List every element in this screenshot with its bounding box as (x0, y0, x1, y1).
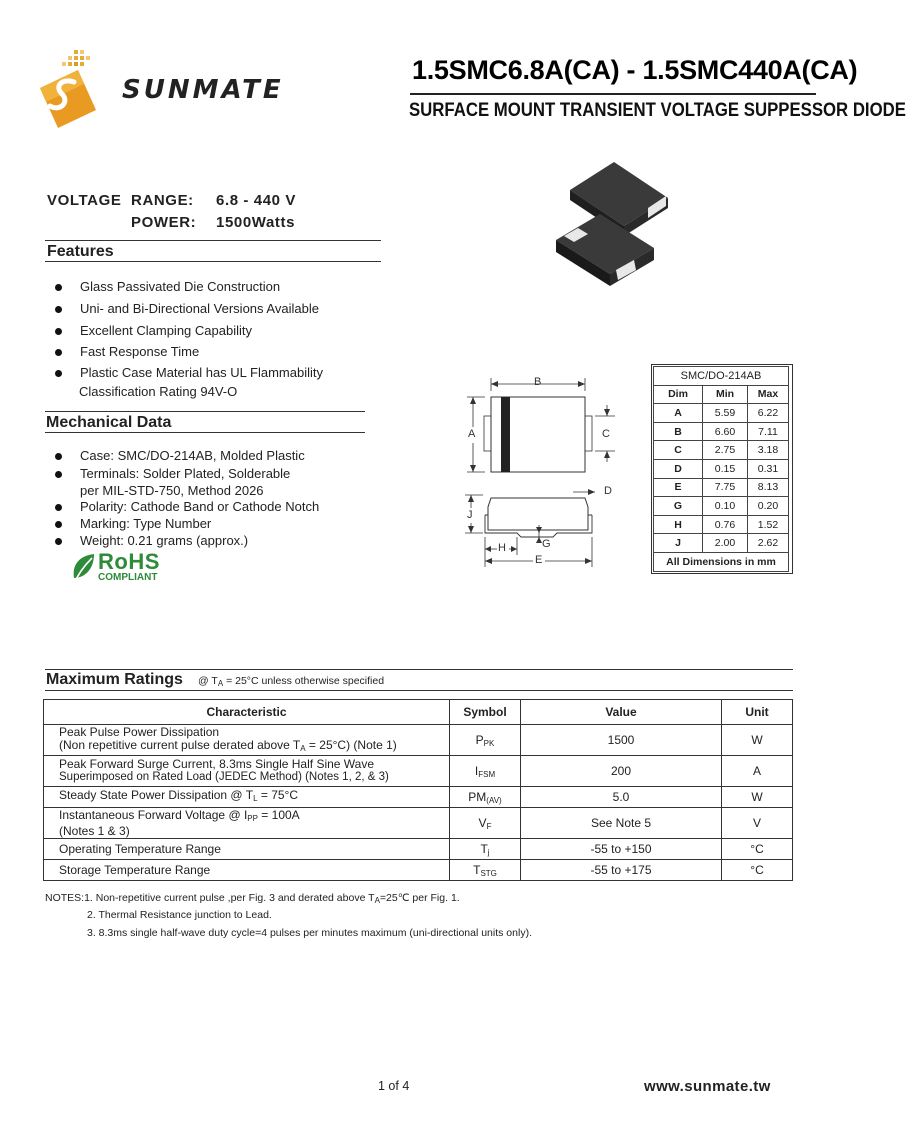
table-cell: C (654, 441, 703, 460)
table-cell (450, 808, 521, 839)
dim-header: Dim (654, 385, 703, 404)
table-cell: 0.76 (703, 515, 748, 534)
table-cell (44, 725, 450, 756)
condition-sub: A (217, 679, 224, 688)
table-row (44, 756, 793, 787)
page-title: 1.5SMC6.8A(CA) - 1.5SMC440A(CA) (412, 55, 858, 85)
list-item: Case: SMC/DO-214AB, Molded Plastic (47, 448, 387, 466)
table-cell: G (654, 497, 703, 516)
table-cell: A (654, 404, 703, 423)
features-bottom-rule (45, 261, 381, 262)
ratings-heading: Maximum Ratings (46, 671, 183, 688)
dimension-table-footer: All Dimensions in mm (654, 552, 789, 571)
characteristic-line: (Notes 1 & 3) (59, 823, 130, 838)
company-logo (34, 48, 304, 133)
table-cell: 0.15 (703, 459, 748, 478)
table-cell: W (722, 787, 793, 808)
features-top-rule (45, 240, 381, 241)
table-cell (450, 860, 521, 881)
dim-label-e: E (535, 554, 543, 566)
max-header: Max (748, 385, 789, 404)
note-sub: A (374, 896, 380, 905)
rohs-text: RoHS (98, 549, 160, 574)
min-header: Min (703, 385, 748, 404)
table-cell (450, 725, 521, 756)
symbol-text: I (474, 763, 479, 778)
features-item-continuation: Classification Rating 94V-O (79, 384, 238, 399)
characteristic-sub: A (300, 743, 306, 753)
table-cell (44, 787, 450, 808)
dim-label-a: A (468, 428, 476, 440)
characteristic-text: Steady State Power Dissipation @ T (59, 788, 254, 802)
table-cell: Storage Temperature Range (44, 860, 450, 881)
table-cell: See Note 5 (521, 808, 722, 839)
table-cell: °C (722, 860, 793, 881)
table-cell (450, 756, 521, 787)
symbol-header: Symbol (450, 700, 521, 725)
dim-label-j: J (467, 509, 473, 521)
symbol-sub: STG (480, 868, 497, 878)
ratings-bottom-rule (45, 690, 793, 691)
list-item: Excellent Clamping Capability (47, 323, 387, 344)
characteristic-text: Instantaneous Forward Voltage @ I (59, 807, 248, 822)
table-cell: 2.75 (703, 441, 748, 460)
page-subtitle: SURFACE MOUNT TRANSIENT VOLTAGE SUPPESSOR DIODE (409, 99, 906, 121)
mechanical-bottom-rule (45, 432, 365, 433)
brand-name: SUNMATE (122, 75, 284, 105)
ratings-table (43, 699, 793, 881)
symbol-text: P (475, 732, 484, 747)
note-3: 3. 8.3ms single half-wave duty cycle=4 pulses per minutes maximum (uni-directional units only). (87, 927, 532, 939)
table-cell (450, 787, 521, 808)
characteristic-text: = 25°C) (Note 1) (305, 737, 397, 752)
table-cell: B (654, 422, 703, 441)
condition-prefix: @ T (198, 675, 218, 687)
table-cell: 7.75 (703, 478, 748, 497)
mechanical-top-rule (45, 411, 365, 412)
table-cell: 5.59 (703, 404, 748, 423)
table-row (654, 404, 789, 423)
list-item: Plastic Case Material has UL Flammability (47, 365, 387, 384)
symbol-text: V (478, 815, 487, 830)
condition-suffix: = 25°C unless otherwise specified (223, 675, 385, 687)
table-cell: W (722, 725, 793, 756)
unit-header: Unit (722, 700, 793, 725)
table-row (654, 422, 789, 441)
mechanical-list-2 (47, 499, 387, 550)
note-1 (45, 892, 460, 905)
symbol-sub: j (487, 847, 490, 857)
table-cell: J (654, 534, 703, 553)
table-row (654, 478, 789, 497)
table-cell (44, 808, 450, 839)
table-cell: 8.13 (748, 478, 789, 497)
power-value: 1500Watts (216, 214, 296, 231)
table-cell: 200 (521, 756, 722, 787)
characteristic-line (59, 739, 449, 755)
table-row (44, 839, 793, 860)
list-item: Polarity: Cathode Band or Cathode Notch (47, 499, 387, 516)
table-cell (450, 839, 521, 860)
note-text: NOTES:1. Non-repetitive current pulse ,per Fig. 3 and derated above T (45, 892, 375, 904)
table-cell: 0.10 (703, 497, 748, 516)
dim-label-b: B (534, 376, 542, 388)
table-row (654, 534, 789, 553)
table-row (44, 808, 793, 839)
characteristic-header: Characteristic (44, 700, 450, 725)
symbol-text: T (480, 841, 488, 856)
note-text: =25℃ per Fig. 1. (379, 892, 460, 904)
table-cell: °C (722, 839, 793, 860)
ratings-condition (198, 675, 384, 688)
voltage-range-value: 6.8 - 440 V (216, 192, 296, 209)
mechanical-list (47, 448, 387, 483)
table-row (44, 787, 793, 808)
table-row (654, 441, 789, 460)
table-cell: 5.0 (521, 787, 722, 808)
list-item: Weight: 0.21 grams (approx.) (47, 533, 387, 550)
characteristic-line: Superimposed on Rated Load (JEDEC Method) (Notes 1, 2, & 3) (59, 771, 389, 783)
symbol-sub: FSM (478, 769, 496, 779)
list-item: Glass Passivated Die Construction (47, 279, 387, 301)
table-cell: 3.18 (748, 441, 789, 460)
ratings-top-rule (45, 669, 793, 670)
component-photo (550, 160, 680, 300)
leaf-icon (70, 552, 98, 586)
characteristic-line (59, 809, 449, 825)
table-cell: 1.52 (748, 515, 789, 534)
package-drawing (455, 375, 630, 575)
symbol-text: PM (468, 789, 487, 804)
list-item: Fast Response Time (47, 344, 387, 365)
characteristic-sub: L (253, 794, 258, 803)
characteristic-line: Peak Pulse Power Dissipation (59, 724, 220, 739)
rohs-compliant: COMPLIANT (98, 572, 158, 583)
title-divider (410, 93, 816, 95)
characteristic-text: (Non repetitive current pulse derated above T (59, 737, 301, 752)
table-row (654, 459, 789, 478)
characteristic-text: = 100A (257, 807, 300, 822)
table-cell: V (722, 808, 793, 839)
table-cell (44, 756, 450, 787)
dim-label-h: H (498, 542, 506, 554)
note-2: 2. Thermal Resistance junction to Lead. (87, 909, 272, 921)
table-cell: 0.31 (748, 459, 789, 478)
features-heading: Features (47, 243, 114, 260)
page-number: 1 of 4 (378, 1079, 410, 1093)
website-link[interactable]: www.sunmate.tw (644, 1078, 771, 1095)
table-row (44, 725, 793, 756)
list-item: Uni- and Bi-Directional Versions Available (47, 301, 387, 323)
rohs-badge (70, 551, 180, 587)
table-cell: 6.60 (703, 422, 748, 441)
power-label: POWER: (131, 214, 197, 231)
table-cell: A (722, 756, 793, 787)
table-cell: Operating Temperature Range (44, 839, 450, 860)
table-cell: 7.11 (748, 422, 789, 441)
characteristic-text: = 75°C (257, 788, 299, 802)
table-cell: D (654, 459, 703, 478)
sunmate-logo-mark (34, 48, 114, 133)
table-row (654, 515, 789, 534)
table-cell: 2.62 (748, 534, 789, 553)
dimension-table-frame (651, 364, 793, 574)
table-cell: E (654, 478, 703, 497)
characteristic-line: Peak Forward Surge Current, 8.3ms Single Half Sine Wave (59, 757, 375, 771)
mechanical-heading: Mechanical Data (46, 414, 172, 431)
list-item: Terminals: Solder Plated, Solderable (47, 466, 387, 483)
symbol-sub: F (486, 821, 492, 831)
characteristic-sub: PP (247, 813, 258, 823)
table-cell: -55 to +150 (521, 839, 722, 860)
table-cell: -55 to +175 (521, 860, 722, 881)
symbol-sub: (AV) (486, 795, 502, 805)
voltage-range-label: VOLTAGE RANGE: (47, 192, 194, 209)
symbol-sub: PK (483, 738, 495, 748)
dimension-table (653, 366, 789, 572)
table-cell: 0.20 (748, 497, 789, 516)
table-cell: H (654, 515, 703, 534)
table-cell: 2.00 (703, 534, 748, 553)
dimension-table-title: SMC/DO-214AB (654, 367, 789, 386)
value-header: Value (521, 700, 722, 725)
features-list (47, 279, 387, 384)
table-cell: 6.22 (748, 404, 789, 423)
mechanical-item-continuation: per MIL-STD-750, Method 2026 (80, 483, 264, 498)
symbol-text: T (473, 862, 481, 877)
dim-label-d: D (604, 485, 612, 497)
dim-label-c: C (602, 428, 610, 440)
list-item: Marking: Type Number (47, 516, 387, 533)
table-row (44, 860, 793, 881)
table-cell: 1500 (521, 725, 722, 756)
dim-label-g: G (542, 538, 551, 550)
table-row (654, 497, 789, 516)
